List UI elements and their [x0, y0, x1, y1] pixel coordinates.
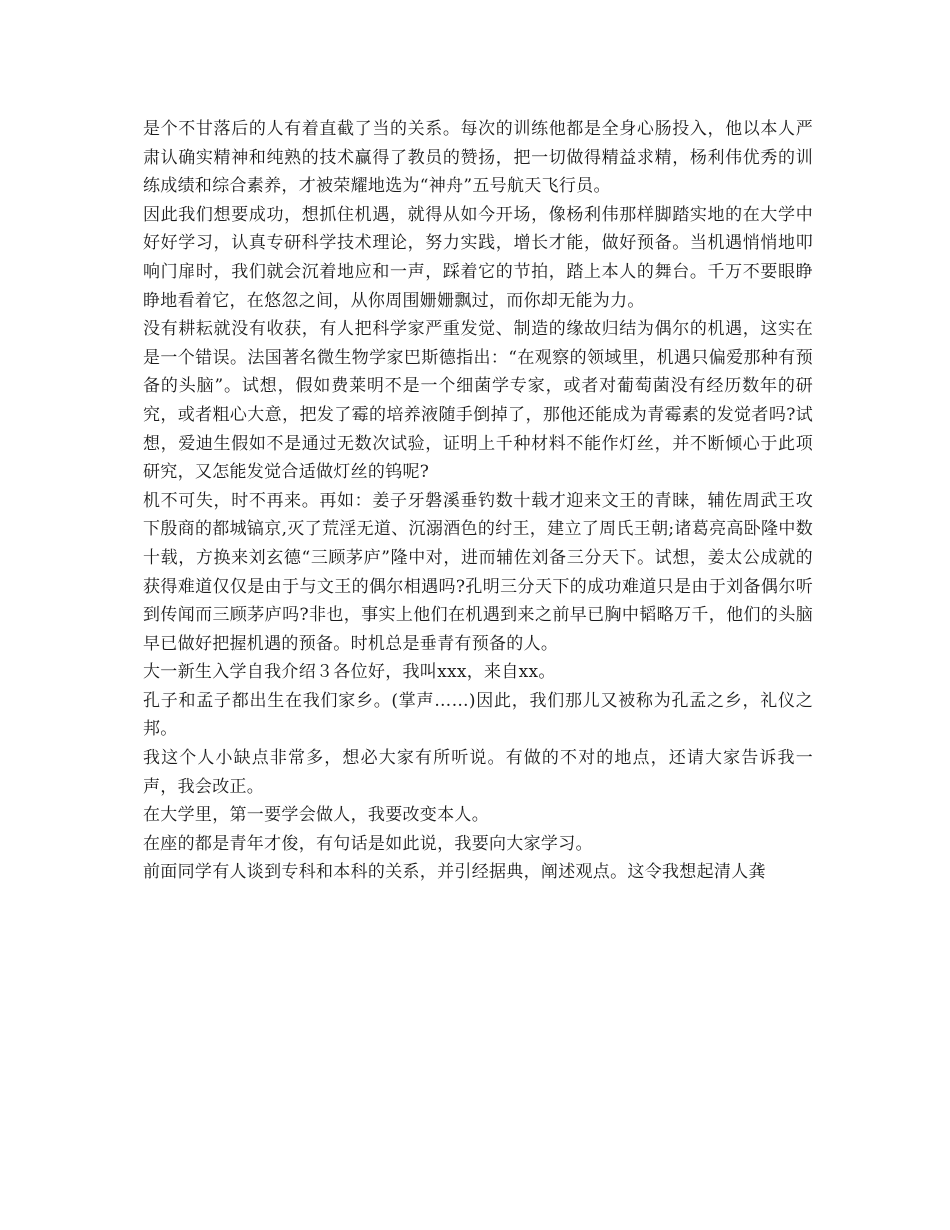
paragraph-3: 没有耕耘就没有收获，有人把科学家严重发觉、制造的缘故归结为偶尔的机遇，这实在是一个错误。法国著名微生物学家巴斯德指出：“在观察的领域里，机遇只偏爱那种有预备的头脑”。试想，假如费莱明不是一个细菌学专家，或者对葡萄菌没有经历数年的研究，或者粗心大意，把发了霉的培养液随手倒掉了，那他还能成为青霉素的发觉者吗?试想，爱迪生假如不是通过无数次试验，证明上千种材料不能作灯丝，并不断倾心于此项研究，又怎能发觉合适做灯丝的钨呢?: [143, 319, 813, 483]
paragraph-9: 在座的都是青年才俊，有句话是如此说，我要向大家学习。: [143, 833, 593, 854]
paragraph-8: 在大学里，第一要学会做人，我要改变本人。: [143, 805, 489, 826]
document-body: [143, 115, 813, 887]
paragraph-7: 我这个人小缺点非常多，想必大家有所听说。有做的不对的地点，还请大家告诉我一声，我会改正。: [143, 748, 813, 797]
paragraph-1: 是个不甘落后的人有着直截了当的关系。每次的训练他都是全身心肠投入，他以本人严肃认确实精神和纯熟的技术赢得了教员的赞扬，把一切做得精益求精，杨利伟优秀的训练成绩和综合素养，才被荣耀地选为“神舟”五号航天飞行员。: [143, 119, 813, 197]
paragraph-5: 大一新生入学自我介绍３各位好，我叫xxx，来自xx。: [143, 662, 556, 683]
paragraph-2: 因此我们想要成功，想抓住机遇，就得从如今开场，像杨利伟那样脚踏实地的在大学中好好学习，认真专研科学技术理论，努力实践，增长才能，做好预备。当机遇悄悄地叩响门扉时，我们就会沉着地应和一声，踩着它的节拍，踏上本人的舞台。千万不要眼睁睁地看着它，在悠忽之间，从你周围姗姗飘过，而你却无能为力。: [143, 204, 813, 311]
paragraph-6: 孔子和孟子都出生在我们家乡。(掌声……)因此，我们那儿又被称为孔孟之乡，礼仪之邦。: [143, 690, 813, 740]
paragraph-10: 前面同学有人谈到专科和本科的关系，并引经据典，阐述观点。这令我想起清人龚: [143, 862, 766, 883]
paragraph-4: 机不可失，时不再来。再如：姜子牙磐溪垂钓数十载才迎来文王的青睐，辅佐周武王攻下殷商的都城镐京,灭了荒淫无道、沉溺酒色的纣王，建立了周氏王朝;诸葛亮高卧隆中数十载，方换来刘玄德“三顾茅庐”隆中对，进而辅佐刘备三分天下。试想，姜太公成就的获得难道仅仅是由于与文王的偶尔相遇吗?孔明三分天下的成功难道只是由于刘备偶尔听到传闻而三顾茅庐吗?非也，事实上他们在机遇到来之前早已胸中韬略万千，他们的头脑早已做好把握机遇的预备。时机总是垂青有预备的人。: [143, 490, 813, 654]
